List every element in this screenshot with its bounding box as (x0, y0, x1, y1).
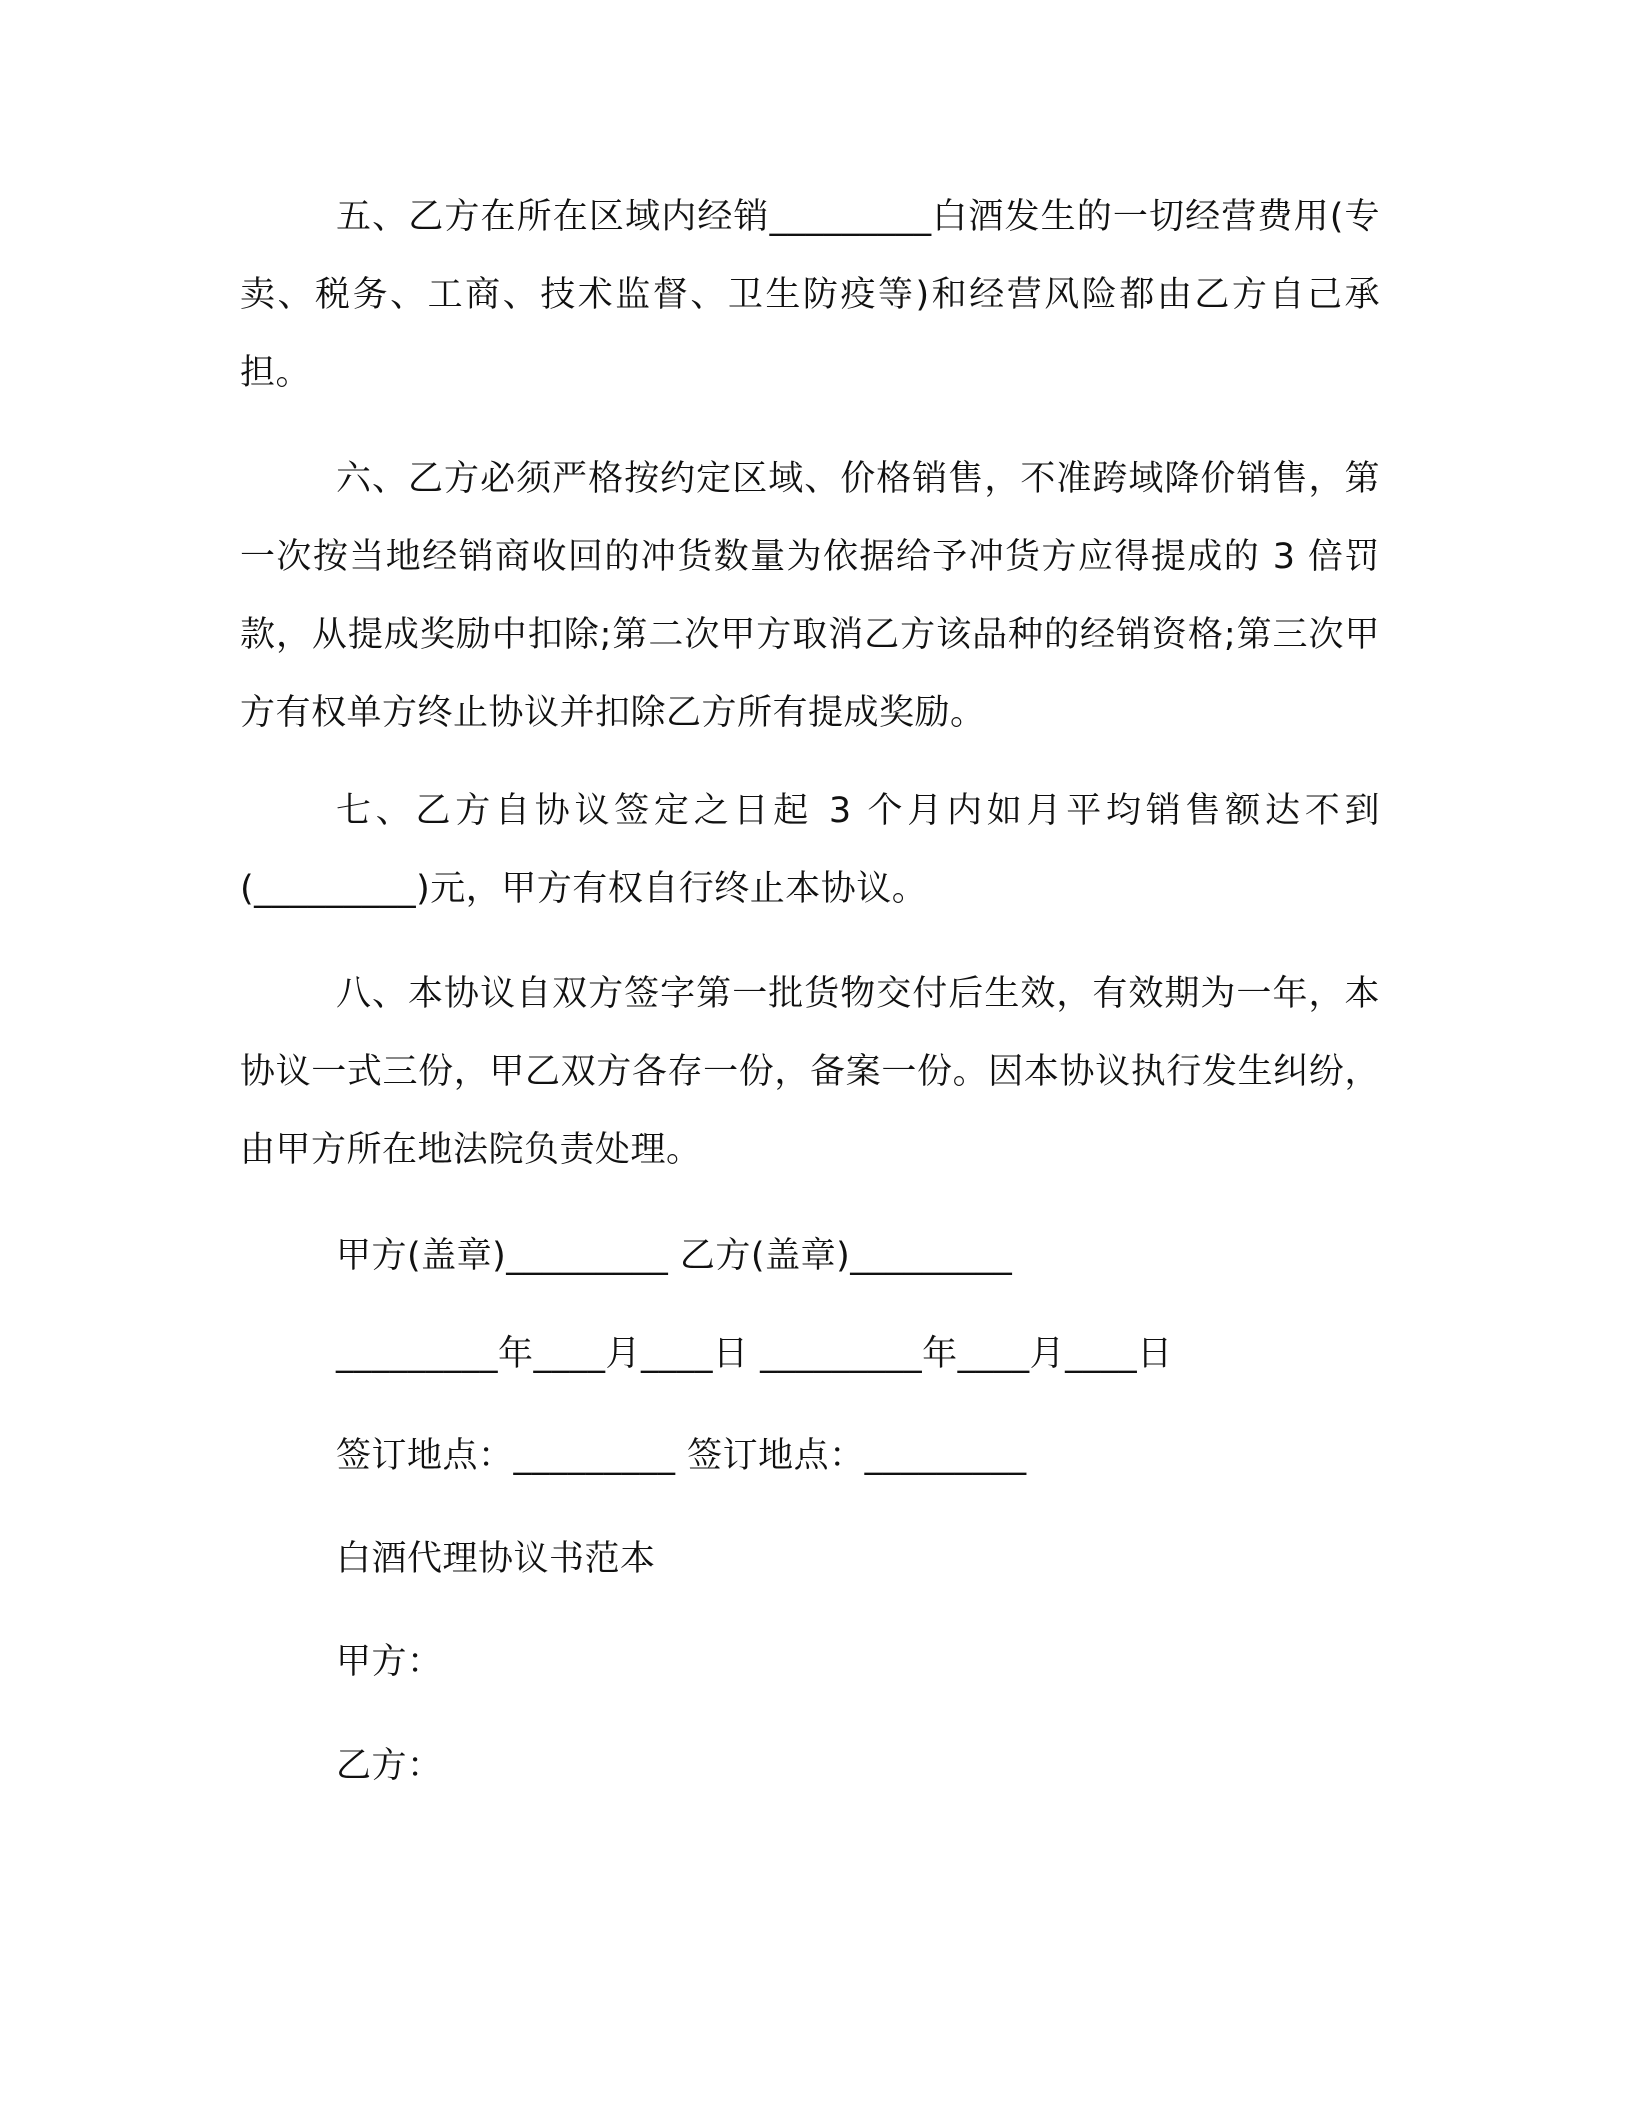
party-b-label: 乙方： (336, 1746, 443, 1786)
signature-line: 甲方(盖章)_________ 乙方(盖章)_________ (336, 1236, 1013, 1276)
clause-7-paragraph: 七、乙方自协议签定之日起 3 个月内如月平均销售额达不到(_________)元，甲方有权自行终止本协议。 (240, 791, 1380, 909)
clause-6-paragraph: 六、乙方必须严格按约定区域、价格销售，不准跨域降价销售，第一次按当地经销商收回的冲货数量为依据给予冲货方应得提成的 3 倍罚款，从提成奖励中扣除;第二次甲方取消乙方该品种的经销资格;第三次甲方有权单方终止协议并扣除乙方所有提成奖励。 (240, 459, 1380, 733)
party-a-label: 甲方： (336, 1642, 443, 1682)
clause-5-paragraph: 五、乙方在所在区域内经销_________白酒发生的一切经营费用(专卖、税务、工商、技术监督、卫生防疫等)和经营风险都由乙方自己承担。 (240, 197, 1380, 393)
date-line: _________年____月____日 _________年____月____日 (336, 1334, 1173, 1374)
clause-8-paragraph: 八、本协议自双方签字第一批货物交付后生效，有效期为一年，本协议一式三份，甲乙双方各存一份，备案一份。因本协议执行发生纠纷，由甲方所在地法院负责处理。 (240, 974, 1380, 1170)
second-agreement-title: 白酒代理协议书范本 (336, 1539, 656, 1579)
signing-place-line: 签订地点：_________ 签订地点：_________ (336, 1436, 1027, 1476)
